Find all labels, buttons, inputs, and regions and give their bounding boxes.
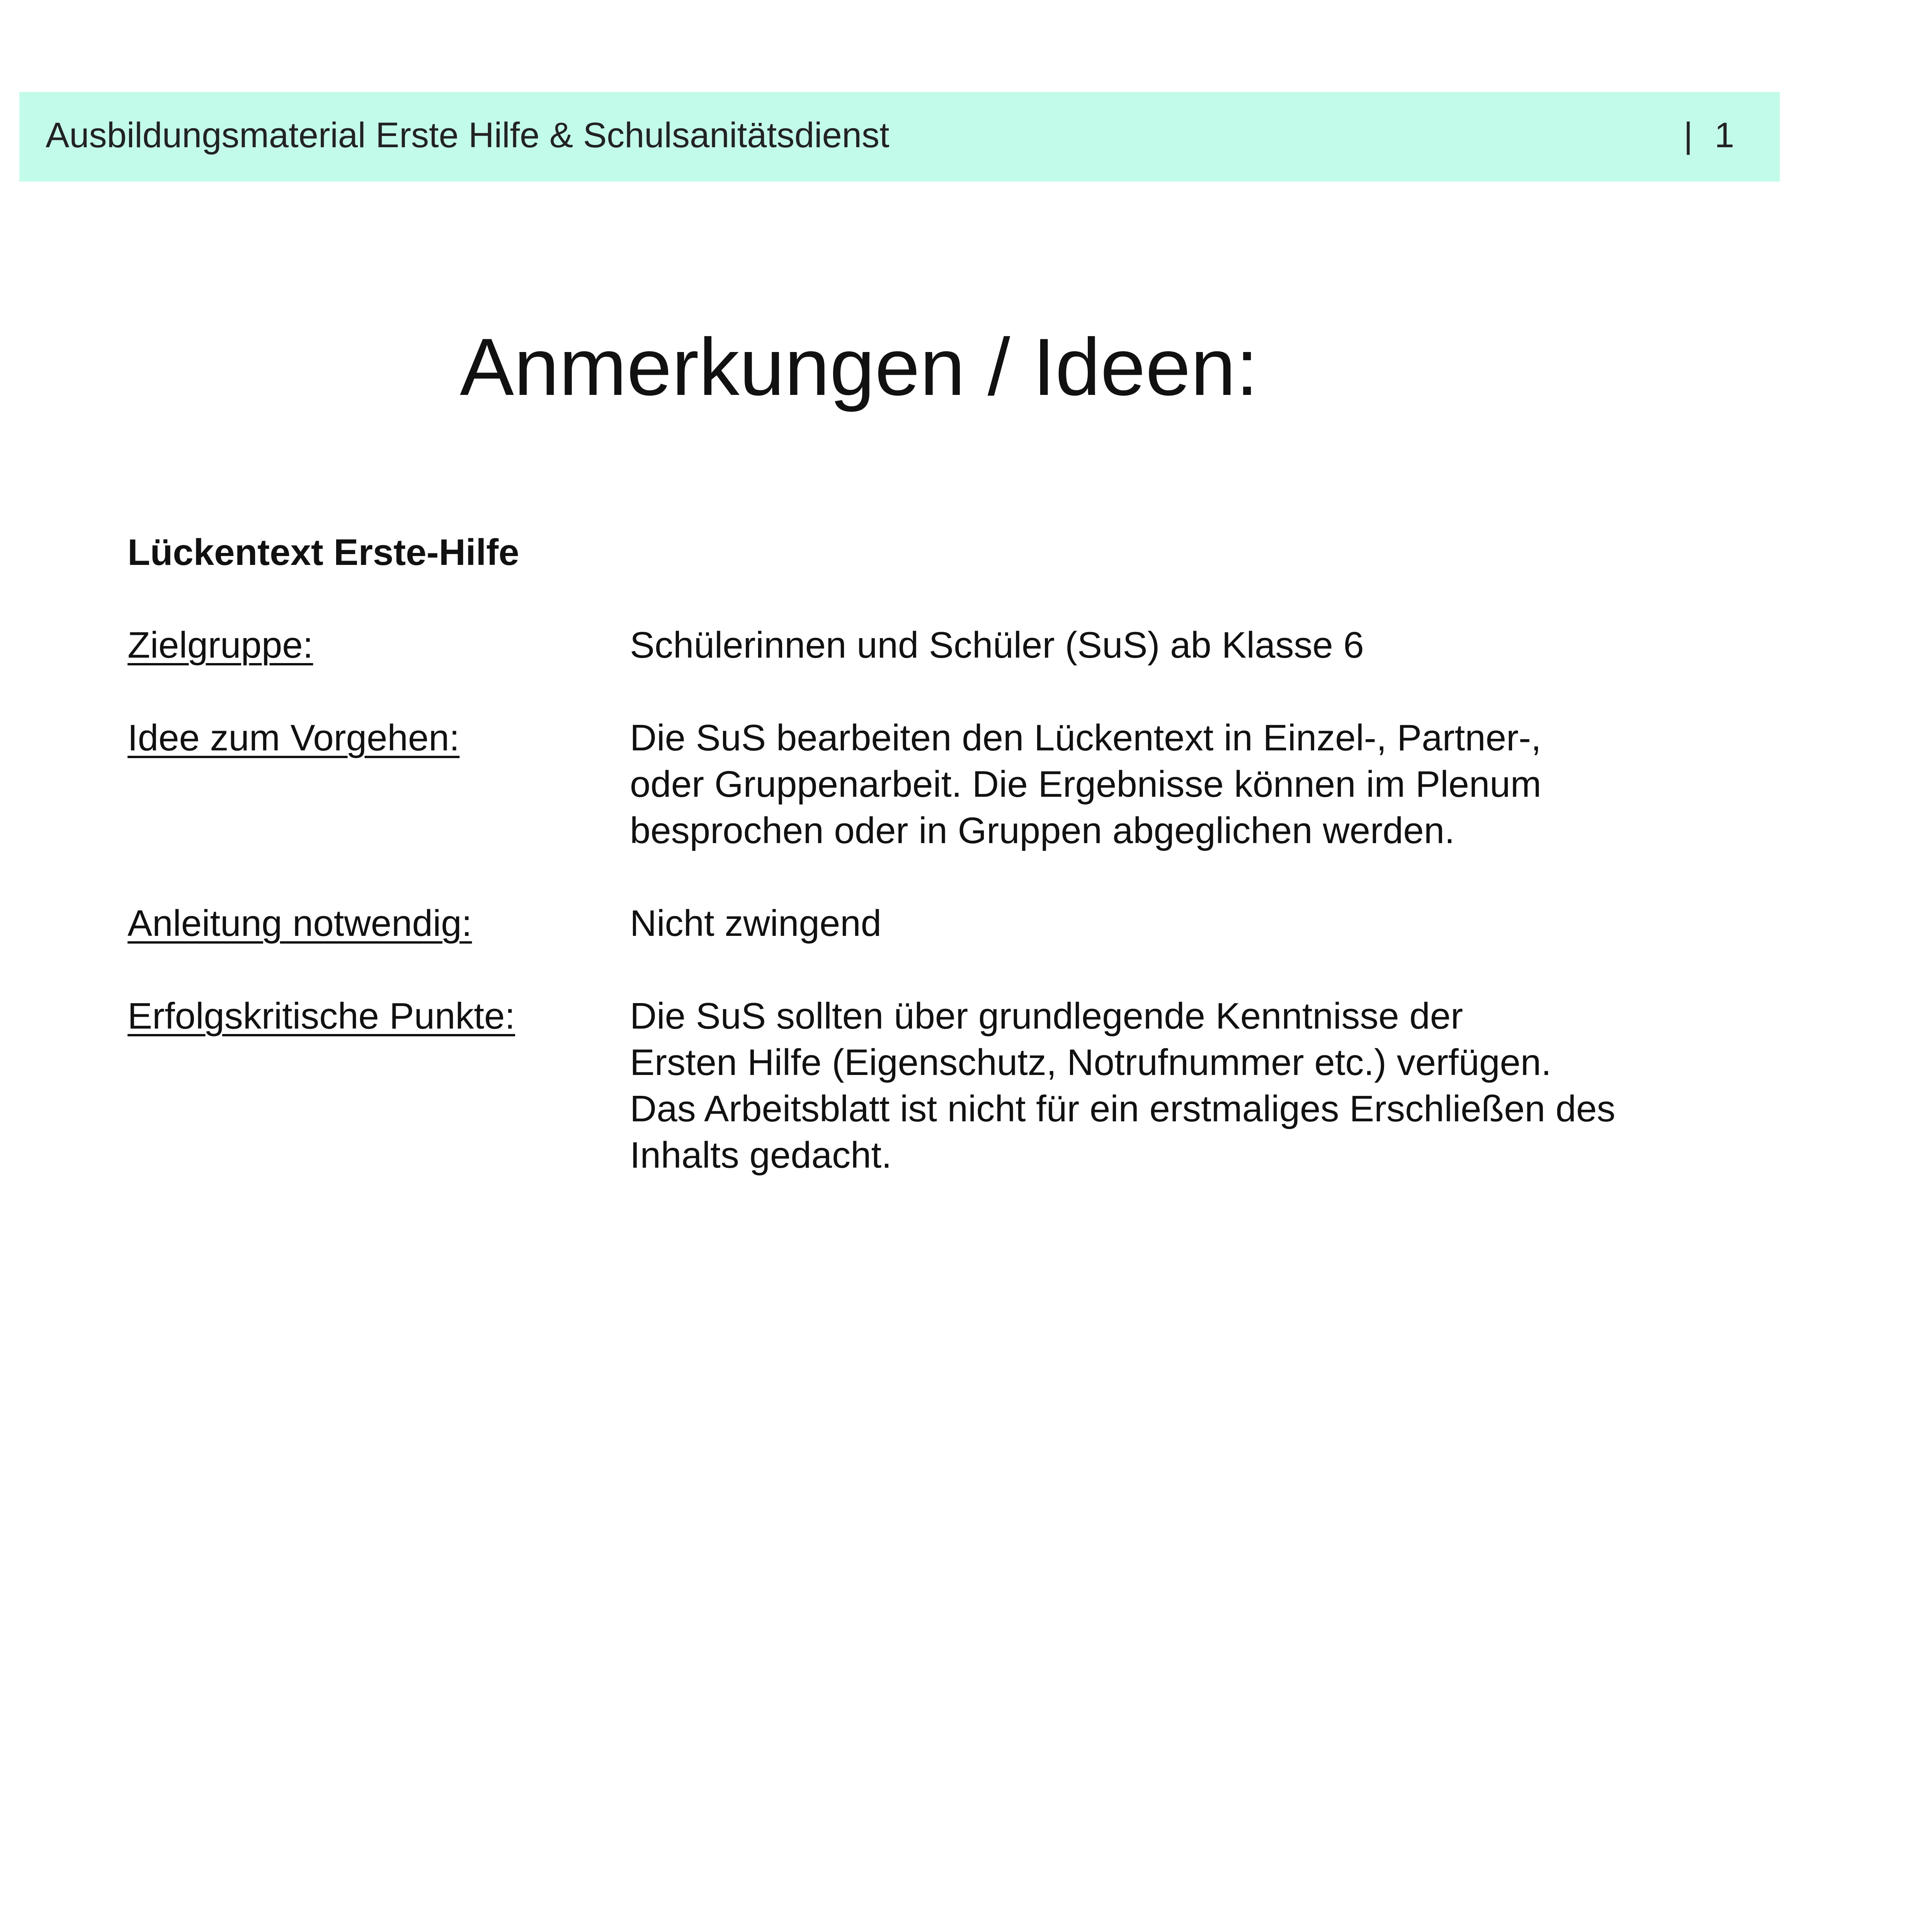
info-label: Zielgruppe:	[128, 624, 313, 666]
section-heading: Lückentext Erste-Hilfe	[128, 532, 519, 573]
header-band	[19, 92, 1780, 182]
info-value-line: Das Arbeitsblatt ist nicht für ein erstmaliges Erschließen des	[630, 1088, 1616, 1129]
page-title: Anmerkungen / Ideen:	[460, 321, 1259, 412]
info-value-line: Ersten Hilfe (Eigenschutz, Notrufnummer etc.) verfügen.	[630, 1042, 1551, 1083]
page-number: 1	[1715, 116, 1735, 155]
info-label: Idee zum Vorgehen:	[128, 717, 460, 759]
info-value-line: Nicht zwingend	[630, 903, 881, 944]
header-title: Ausbildungsmaterial Erste Hilfe & Schulsanitätsdienst	[46, 116, 890, 155]
info-value-line: oder Gruppenarbeit. Die Ergebnisse können im Plenum	[630, 764, 1541, 805]
info-value-line: Die SuS sollten über grundlegende Kenntnisse der	[630, 995, 1463, 1037]
info-value-line: Schülerinnen und Schüler (SuS) ab Klasse 6	[630, 624, 1364, 666]
info-label: Anleitung notwendig:	[128, 903, 472, 944]
info-label: Erfolgskritische Punkte:	[128, 995, 515, 1037]
info-value-line: besprochen oder in Gruppen abgeglichen werden.	[630, 810, 1455, 851]
info-value	[630, 622, 1770, 668]
info-value-line: Die SuS bearbeiten den Lückentext in Einzel-, Partner-,	[630, 717, 1541, 759]
info-value-line: Inhalts gedacht.	[630, 1134, 892, 1176]
info-value	[630, 993, 1770, 1179]
header-separator: |	[1684, 116, 1693, 155]
info-value	[630, 715, 1770, 854]
info-value	[630, 900, 1770, 947]
